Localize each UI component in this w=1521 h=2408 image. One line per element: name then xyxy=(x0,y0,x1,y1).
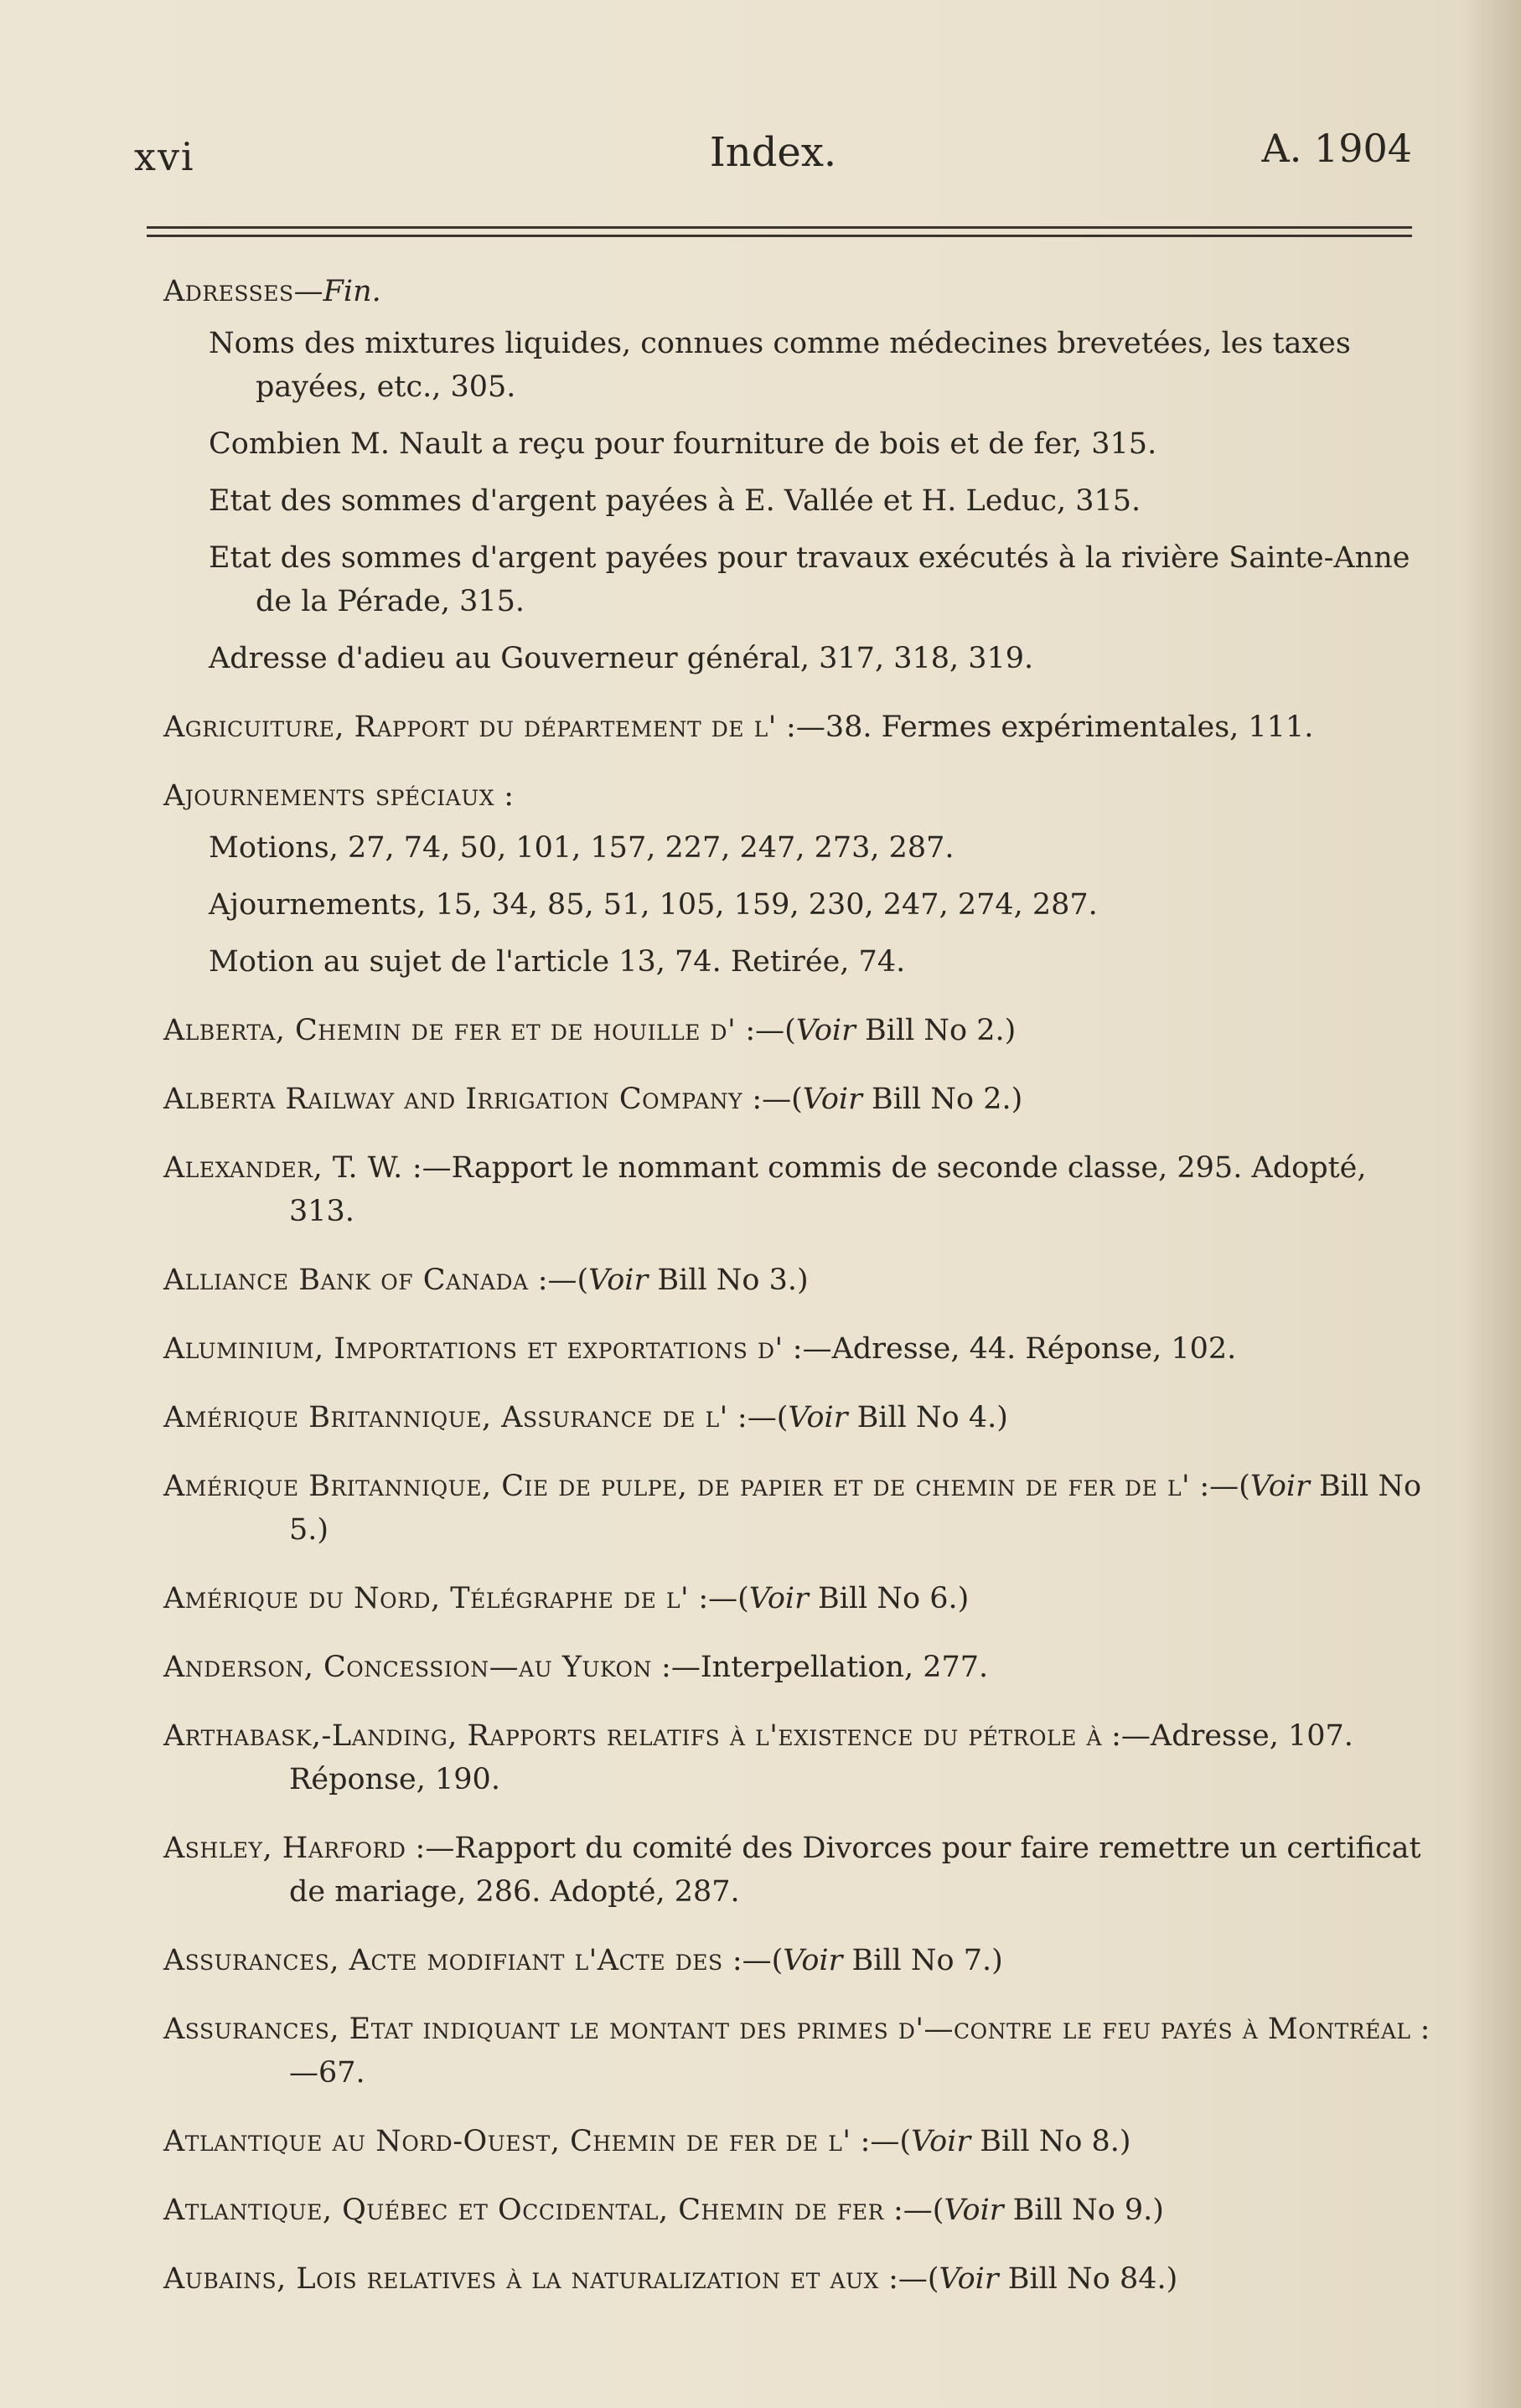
entry-reference: Bill No 2.) xyxy=(861,1083,1023,1116)
entry-text: :—( xyxy=(736,1014,796,1047)
entry-heading: Atlantique au Nord-Ouest, Chemin de fer de l' xyxy=(163,2125,851,2158)
entry-text: :—( xyxy=(851,2125,912,2158)
entry-text: :—Interpellation, 277. xyxy=(651,1651,989,1684)
entry-text: :—( xyxy=(883,2194,944,2227)
index-entry xyxy=(163,1646,1437,1689)
page-number: xvi xyxy=(134,134,195,179)
entry-text: :—67. xyxy=(289,2013,1430,2090)
entry-text: :—( xyxy=(742,1083,803,1116)
entry-italic: Voir xyxy=(1249,1470,1310,1503)
entry-heading: Assurances, Etat indiquant le montant des primes d'—contre le feu payés à Montréal xyxy=(163,2013,1411,2046)
entry-text: :—Adresse, 107. Réponse, 190. xyxy=(289,1719,1353,1796)
entry-text: :—( xyxy=(1190,1470,1250,1503)
entry-italic: Voir xyxy=(783,1944,843,1977)
sub-entry: Adresse d'adieu au Gouverneur général, 317, 318, 319. xyxy=(209,642,1034,675)
entry-reference: Bill No 5.) xyxy=(289,1470,1422,1547)
page-year: A. 1904 xyxy=(1261,126,1412,171)
entry-italic: Voir xyxy=(911,2125,971,2158)
entry-text: :—( xyxy=(722,1944,784,1977)
sub-entry-list xyxy=(163,826,1437,984)
sub-entry: Motion au sujet de l'article 13, 74. Retirée, 74. xyxy=(209,945,906,979)
entry-reference: Bill No 84.) xyxy=(998,2262,1178,2296)
index-entry xyxy=(163,1396,1437,1439)
sub-entry: Etat des sommes d'argent payées à E. Vallée et H. Leduc, 315. xyxy=(209,484,1141,518)
entry-italic: Voir xyxy=(939,2262,999,2296)
entry-reference: Bill No 9.) xyxy=(1003,2194,1164,2227)
index-entry xyxy=(163,705,1437,749)
index-entry xyxy=(163,774,1437,818)
entry-italic: Voir xyxy=(588,1263,649,1297)
entry-text: :—( xyxy=(528,1263,589,1297)
entry-heading: Ajournements spéciaux xyxy=(163,779,495,813)
sub-entry: Etat des sommes d'argent payées pour travaux exécutés à la rivière Sainte-Anne de la Pérade, 315. xyxy=(209,541,1410,618)
index-entry xyxy=(163,1465,1437,1552)
entry-text: :—Rapport le nommant commis de seconde classe, 295. Adopté, 313. xyxy=(289,1151,1367,1228)
entry-text: :—Adresse, 44. Réponse, 102. xyxy=(783,1332,1237,1366)
entry-italic: Voir xyxy=(944,2194,1004,2227)
entry-heading: Alberta, Chemin de fer et de houille d' xyxy=(163,1014,737,1047)
sub-entry: Noms des mixtures liquides, connues comme médecines brevetées, les taxes payées, etc., 305. xyxy=(209,327,1351,404)
entry-heading: Adresses xyxy=(163,275,294,308)
entry-text: :—Rapport du comité des Divorces pour faire remettre un certificat de mariage, 286. Adopté, 287. xyxy=(289,1832,1421,1909)
entry-reference: Bill No 4.) xyxy=(847,1401,1008,1434)
entry-heading: Amérique Britannique, Assurance de l' xyxy=(163,1401,728,1434)
sub-entry: Ajournements, 15, 34, 85, 51, 105, 159, 230, 247, 274, 287. xyxy=(209,888,1098,922)
entry-reference: Bill No 8.) xyxy=(970,2125,1131,2158)
index-entry xyxy=(163,1939,1437,1982)
index-entry xyxy=(163,1714,1437,1801)
entry-text: : xyxy=(494,779,515,813)
index-entry xyxy=(163,1009,1437,1052)
entry-heading: Alberta Railway and Irrigation Company xyxy=(163,1083,743,1116)
entry-italic: Voir xyxy=(802,1083,862,1116)
index-entry xyxy=(163,1077,1437,1121)
index-entry xyxy=(163,2120,1437,2163)
entry-heading: Aluminium, Importations et exportations d' xyxy=(163,1332,784,1366)
entry-reference: Bill No 7.) xyxy=(842,1944,1003,1977)
entry-heading: Anderson, Concession—au Yukon xyxy=(163,1651,652,1684)
index-entry xyxy=(163,1827,1437,1914)
entry-heading: Arthabask,-Landing, Rapports relatifs à l'existence du pétrole à xyxy=(163,1719,1103,1753)
entry-italic: Voir xyxy=(748,1582,809,1615)
index-entry xyxy=(163,2257,1437,2301)
entry-italic: Fin. xyxy=(323,275,381,308)
entry-text: :—38. Fermes expérimentales, 111. xyxy=(776,711,1314,744)
entry-reference: Bill No 2.) xyxy=(855,1014,1017,1047)
entry-heading: Amérique du Nord, Télégraphe de l' xyxy=(163,1582,690,1615)
entry-text: :—( xyxy=(727,1401,789,1434)
sub-entry-list xyxy=(163,322,1437,680)
entry-text: — xyxy=(293,275,323,308)
entry-heading: Amérique Britannique, Cie de pulpe, de papier et de chemin de fer de l' xyxy=(163,1470,1191,1503)
page-title: Index. xyxy=(709,129,837,176)
sub-entry: Motions, 27, 74, 50, 101, 157, 227, 247, 273, 287. xyxy=(209,831,955,865)
entry-heading: Alexander, T. W. xyxy=(163,1151,403,1185)
entry-heading: Ashley, Harford xyxy=(163,1832,406,1865)
entry-reference: Bill No 3.) xyxy=(648,1263,809,1297)
page-header xyxy=(134,117,1412,184)
entry-italic: Voir xyxy=(788,1401,848,1434)
header-rule-bottom xyxy=(147,235,1412,237)
index-entry xyxy=(163,2008,1437,2095)
entry-heading: Alliance Bank of Canada xyxy=(163,1263,529,1297)
entry-reference: Bill No 6.) xyxy=(808,1582,970,1615)
entry-text: :—( xyxy=(878,2262,939,2296)
index-entry xyxy=(163,1577,1437,1620)
entry-heading: Aubains, Lois relatives à la naturalization et aux xyxy=(163,2262,879,2296)
entry-heading: Atlantique, Québec et Occidental, Chemin de fer xyxy=(163,2194,884,2227)
entry-heading: Assurances, Acte modifiant l'Acte des xyxy=(163,1944,723,1977)
index-entry xyxy=(163,1258,1437,1302)
entry-italic: Voir xyxy=(795,1014,856,1047)
entry-text: :—( xyxy=(689,1582,749,1615)
index-entry xyxy=(163,1327,1437,1371)
index-entry xyxy=(163,2188,1437,2232)
sub-entry: Combien M. Nault a reçu pour fourniture de bois et de fer, 315. xyxy=(209,427,1157,461)
header-rule-top xyxy=(147,226,1412,229)
entry-heading: Agricuiture, Rapport du département de l' xyxy=(163,711,777,744)
index-list xyxy=(163,270,1437,2326)
index-entry xyxy=(163,1146,1437,1233)
index-entry xyxy=(163,270,1437,313)
